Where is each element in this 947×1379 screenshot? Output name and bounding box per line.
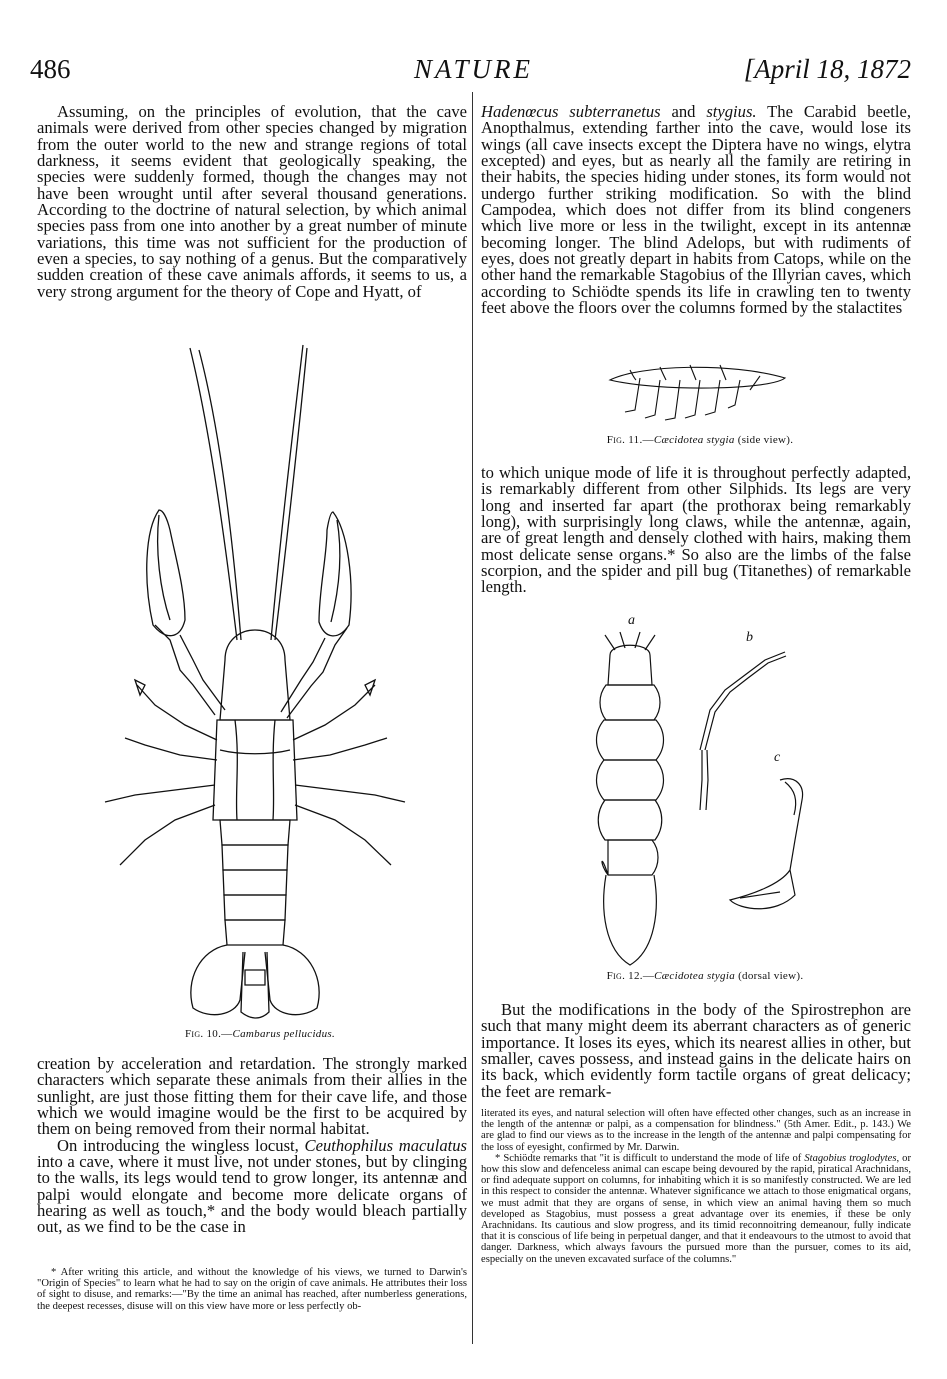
figure-11-side-view: [600, 350, 800, 430]
paragraph: Assuming, on the principles of evolution, that the cave animals were derived from other species changed by migration from the outer world to the new and strange regions of total darkness, it seems evident that geologically speaking, the species were suddenly formed, though the changes may not have been wrought until after several thousand generations. According to the doctrine of natural selection, by which animal species pass from one into another by a great number of minute variations, this time was not sufficient for the production of even a species, to say nothing of a genus. But the comparatively sudden creation of these cave animals affords, it seems to us, a very strong argument for the theory of Cope and Hyatt, of: [37, 102, 467, 301]
left-footnote: * After writing this article, and without the knowledge of his views, we turned to Darwin's "Origin of Species" to learn what he had to say on the origin of cave animals. He attributes their loss of sight to disuse, and remarks:—"By the time an animal has reached, after numberless generations, the deepest recesses, disuse will on this view have more or less perfectly ob-: [37, 1267, 467, 1312]
paragraph: creation by acceleration and retardation. The strongly marked characters which separate these animals from their allies in the sunlight, are just those fitting them for their cave life, and those which we would imagine would be the first to be acquired by them on being removed from their normal habitat.: [37, 1054, 467, 1139]
column-divider: [472, 92, 473, 1344]
right-column-bottom: [481, 1002, 911, 1100]
left-column-top: [37, 104, 467, 300]
figure-10-caption: Fig. 10.—Cambarus pellucidus.: [184, 1028, 336, 1040]
paragraph: But the modifications in the body of the Spirostrephon are such that many might deem its aberrant characters as of generic importance. It loses its eyes, which its nearest allies in other, but smaller, caves possess, and instead gains in the delicate hairs on its back, which evidently form tactile organs of great delicacy; the feet are remark-: [481, 1000, 911, 1101]
issue-date: [April 18, 1872: [743, 54, 911, 84]
figure-10-crayfish: [75, 340, 435, 1030]
figure-12-dorsal-view: [590, 630, 830, 970]
figure-11-caption: Fig. 11.—Cæcidotea stygia (side view).: [606, 434, 794, 446]
page-number: 486: [30, 54, 71, 84]
figure-12-label-a: a: [628, 613, 635, 628]
paragraph: Hadenœcus subterranetus and stygius. The Carabid beetle, Anopthalmus, extending farther into the cave, would lose its wings (all cave insects except the Diptera have no wings, elytra excepted) and eyes, but as nearly all the family are retiring in their habits, the species hiding under stones, its form would not undergo further striking modification. So with the blind Campodea, which does not differ from its blind congeners which live more or less in the twilight, except in its antennæ becoming longer. The blind Adelops, but with rudiments of eyes, does not greatly depart in habits from Catops, while on the other hand the remarkable Stagobius of the Illyrian caves, which according to Schiödte spends its life in crawling ten to twenty feet above the floors over the columns formed by the stalactites: [481, 102, 911, 318]
journal-title: NATURE: [414, 54, 533, 84]
figure-12-label-b: b: [746, 630, 753, 645]
figure-12-caption: Fig. 12.—Cæcidotea stygia (dorsal view).: [606, 970, 804, 982]
left-column-bottom: [37, 1056, 467, 1236]
paragraph: On introducing the wingless locust, Ceuthophilus maculatus into a cave, where it must live, not under stones, but by clinging to the walls, its legs would tend to grow longer, its antennæ and palpi would elongate and become more delicate organs of hearing as well as touch,* and the body would bleach partially out, as we find to be the case in: [37, 1135, 467, 1237]
figure-12-label-c: c: [774, 750, 781, 765]
right-column-top: [481, 104, 911, 316]
paragraph: to which unique mode of life it is throughout perfectly adapted, is remarkably different from other Silphids. Its legs are very long and inserted far apart (the prothorax being remarkably long), with surprisingly long claws, while the antennæ, again, are of great length and densely clothed with hairs, making them most delicate sense organs.* So also are the limbs of the false scorpion, and the spider and pill bug (Titanethes) of remarkable length.: [481, 463, 911, 597]
right-footnote: literated its eyes, and natural selection will often have effected other changes, such as an increase in the length of the antennæ or palpi, as a compensation for blindness." (5th Amer. Edit., p. 143.) We are glad to find our views as to the increase in the length of the antennæ and palpi compensating for the loss of eyesight, confirmed by Mr. Darwin. * Schiödte remarks that "it is difficult to understand the mode of life of Stagobius troglodytes, or how this slow and defenceless animal can escape being devoured by the rapid, piratical Arachnidans, or find adequate support on columns, for inhabiting which it is so manifestly constructed. We are led in this respect to consider the antennæ. Whatever significance we attach to those enigmatical organs, we must admit that they are organs of sense, in which view an animal having them so much developed as Stagobius, must possess a great advantage over its enemies, if these be only Arachnidans. Its cautious and slow progress, and its timid reconnoitring demeanour, fully indicate that it is conscious of life being in perpetual danger, and that it endeavours to the utmost to avoid that danger. Darkness, which always favours the pursued more than the pursuer, comes to its aid, especially on the uneven excavated surface of the columns.": [481, 1108, 911, 1265]
right-column-middle: [481, 465, 911, 596]
